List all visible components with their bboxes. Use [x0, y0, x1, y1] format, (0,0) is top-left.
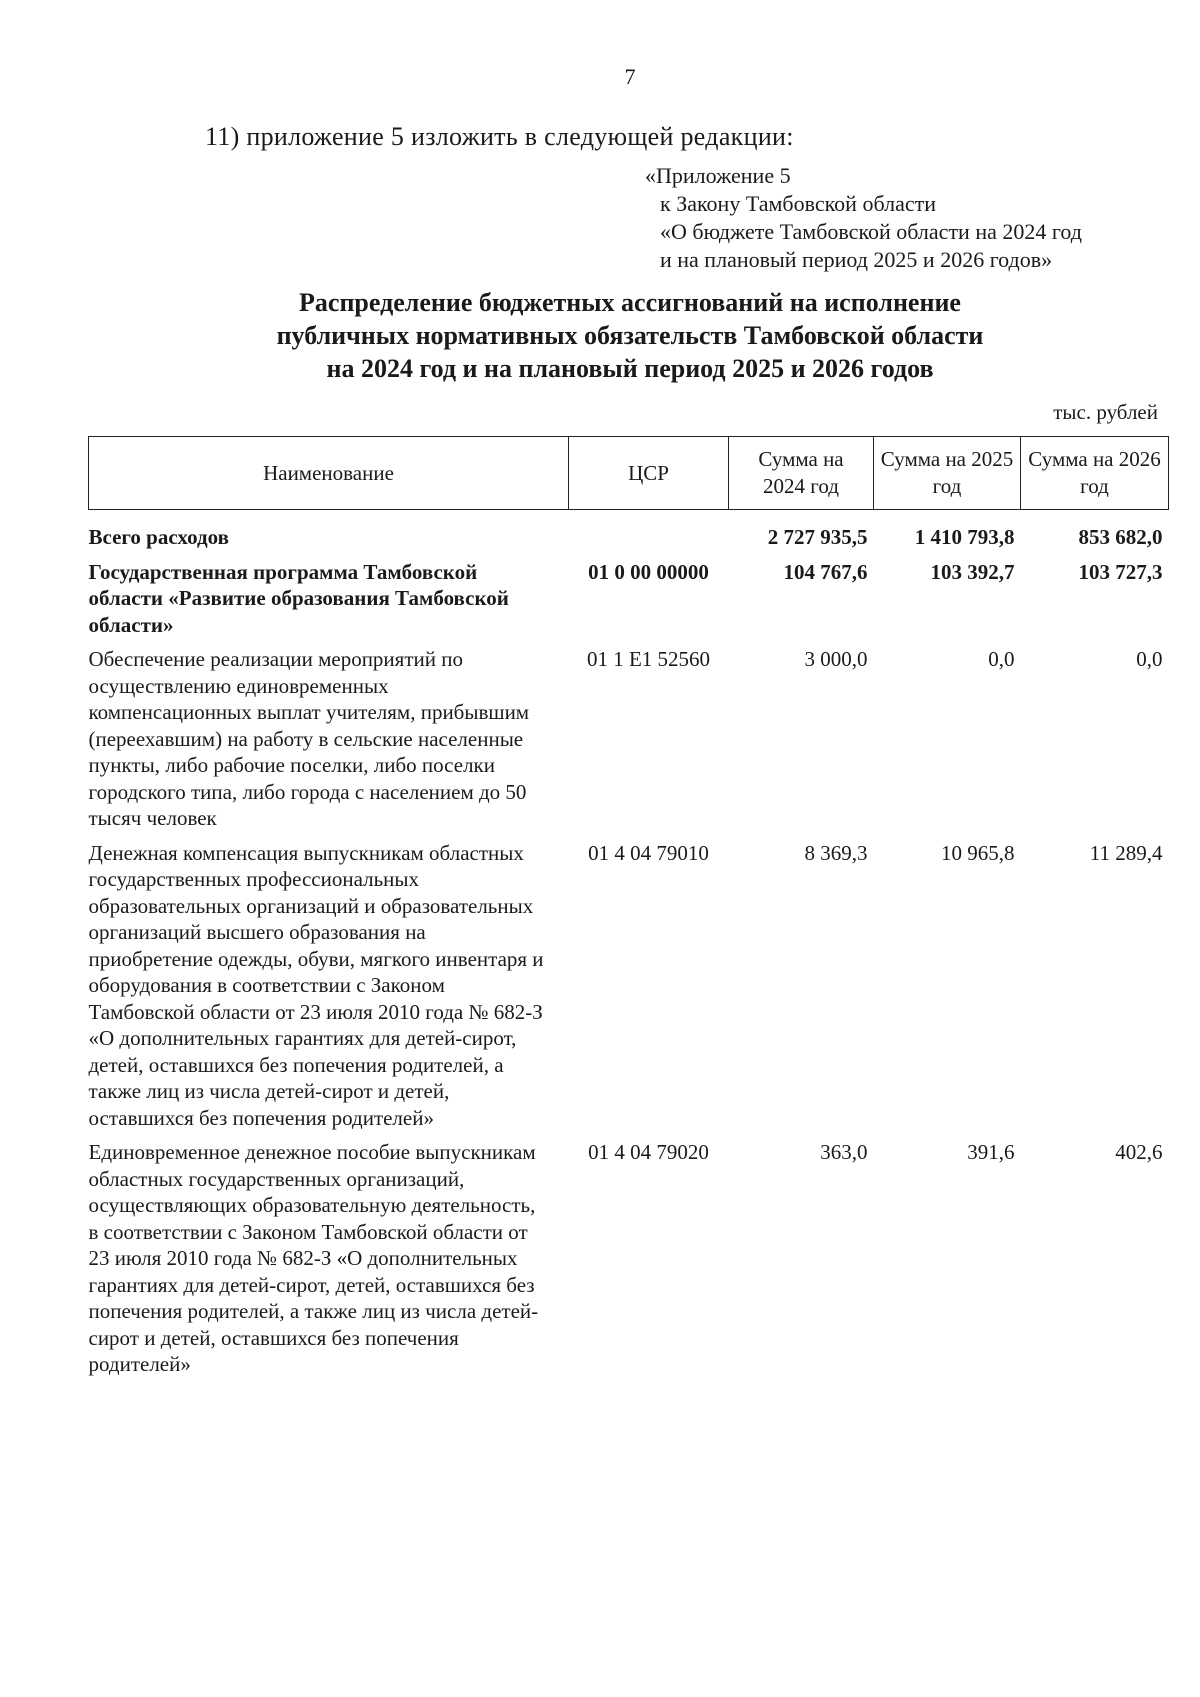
cell-sum-2024: 2 727 935,5 [767, 525, 868, 549]
title-line-3: на 2024 год и на плановый период 2025 и 2026 годов [326, 354, 934, 383]
table-row [89, 1139, 1169, 1378]
cell-sum-2026: 103 727,3 [1078, 559, 1163, 584]
budget-table [88, 436, 1169, 1378]
header-name: Наименование [89, 437, 569, 510]
cell-sum-2026: 11 289,4 [1089, 840, 1163, 865]
title-line-1: Распределение бюджетных ассигнований на исполнение [299, 288, 961, 317]
header-sum-2025: Сумма на 2025 год [874, 437, 1021, 510]
cell-code: 01 4 04 79010 [588, 840, 709, 865]
cell-sum-2024: 104 767,6 [783, 559, 868, 584]
document-title [200, 286, 1060, 385]
cell-code [569, 524, 729, 559]
cell-sum-2025: 10 965,8 [941, 840, 1015, 865]
cell-sum-2026: 0,0 [1136, 647, 1163, 671]
header-sum-2026: Сумма на 2026 год [1021, 437, 1169, 510]
cell-sum-2025: 103 392,7 [930, 559, 1015, 584]
table-header-row [89, 437, 1169, 510]
header-code: ЦСР [569, 437, 729, 510]
page-number: 7 [624, 64, 636, 89]
table-row [89, 840, 1169, 1140]
intro-text: 11) приложение 5 изложить в следующей редакции: [205, 122, 794, 151]
appendix-reference [645, 162, 1082, 274]
cell-sum-2024: 363,0 [820, 1140, 868, 1164]
header-sum-2024: Сумма на 2024 год [729, 437, 874, 510]
cell-name: Обеспечение реализации мероприятий по осуществлению единовременных компенсационных выплат учителям, прибывшим (переехавшим) на работу в сельские населенные пункты, либо рабочие поселки, либо поселки городского типа, либо города с населением до 50 тысяч человек [88, 647, 530, 830]
cell-name: Всего расходов [88, 525, 229, 549]
appendix-line-1: «Приложение 5 [645, 163, 791, 188]
cell-code: 01 0 00 00000 [588, 559, 709, 584]
cell-sum-2026: 853 682,0 [1078, 525, 1163, 549]
cell-sum-2025: 1 410 793,8 [914, 525, 1015, 549]
cell-name: Денежная компенсация выпускникам областных государственных профессиональных образовательных организаций и образовательных организаций высшего образования на приобретение одежды, обуви, мягкого инвентаря и оборудования в соответствии с Законом Тамбовской области от 23 июля 2010 года № 682-З «О дополнительных гарантиях для детей-сирот, детей, оставшихся без попечения родителей, а также лиц из числа детей-сирот и детей, оставшихся без попечения родителей» [88, 840, 544, 1130]
cell-code: 01 4 04 79020 [588, 1140, 709, 1164]
appendix-line-4: и на плановый период 2025 и 2026 годов» [660, 247, 1053, 272]
cell-sum-2024: 8 369,3 [804, 840, 868, 865]
table-row-program [89, 559, 1169, 647]
cell-sum-2024: 3 000,0 [804, 647, 868, 671]
cell-sum-2025: 391,6 [967, 1140, 1015, 1164]
units-label: тыс. рублей [1053, 400, 1158, 424]
table-row-total [89, 524, 1169, 559]
cell-sum-2025: 0,0 [988, 647, 1015, 671]
cell-code: 01 1 Е1 52560 [586, 647, 711, 671]
appendix-line-2: к Закону Тамбовской области [660, 191, 936, 216]
cell-name: Единовременное денежное пособие выпускникам областных государственных организаций, осуществляющих образовательную деятельность, в соответствии с Законом Тамбовской области от 23 июля 2010 года № 682-З «О дополнительных гарантиях для детей-сирот, детей, оставшихся без попечения родителей, а также лиц из числа детей-сирот и детей, оставшихся без попечения родителей» [88, 1140, 539, 1376]
title-line-2: публичных нормативных обязательств Тамбовской области [276, 321, 984, 350]
cell-name: Государственная программа Тамбовской области «Развитие образования Тамбовской области» [88, 559, 509, 637]
appendix-line-3: «О бюджете Тамбовской области на 2024 год [660, 219, 1082, 244]
table-row [89, 646, 1169, 840]
cell-sum-2026: 402,6 [1115, 1140, 1163, 1164]
